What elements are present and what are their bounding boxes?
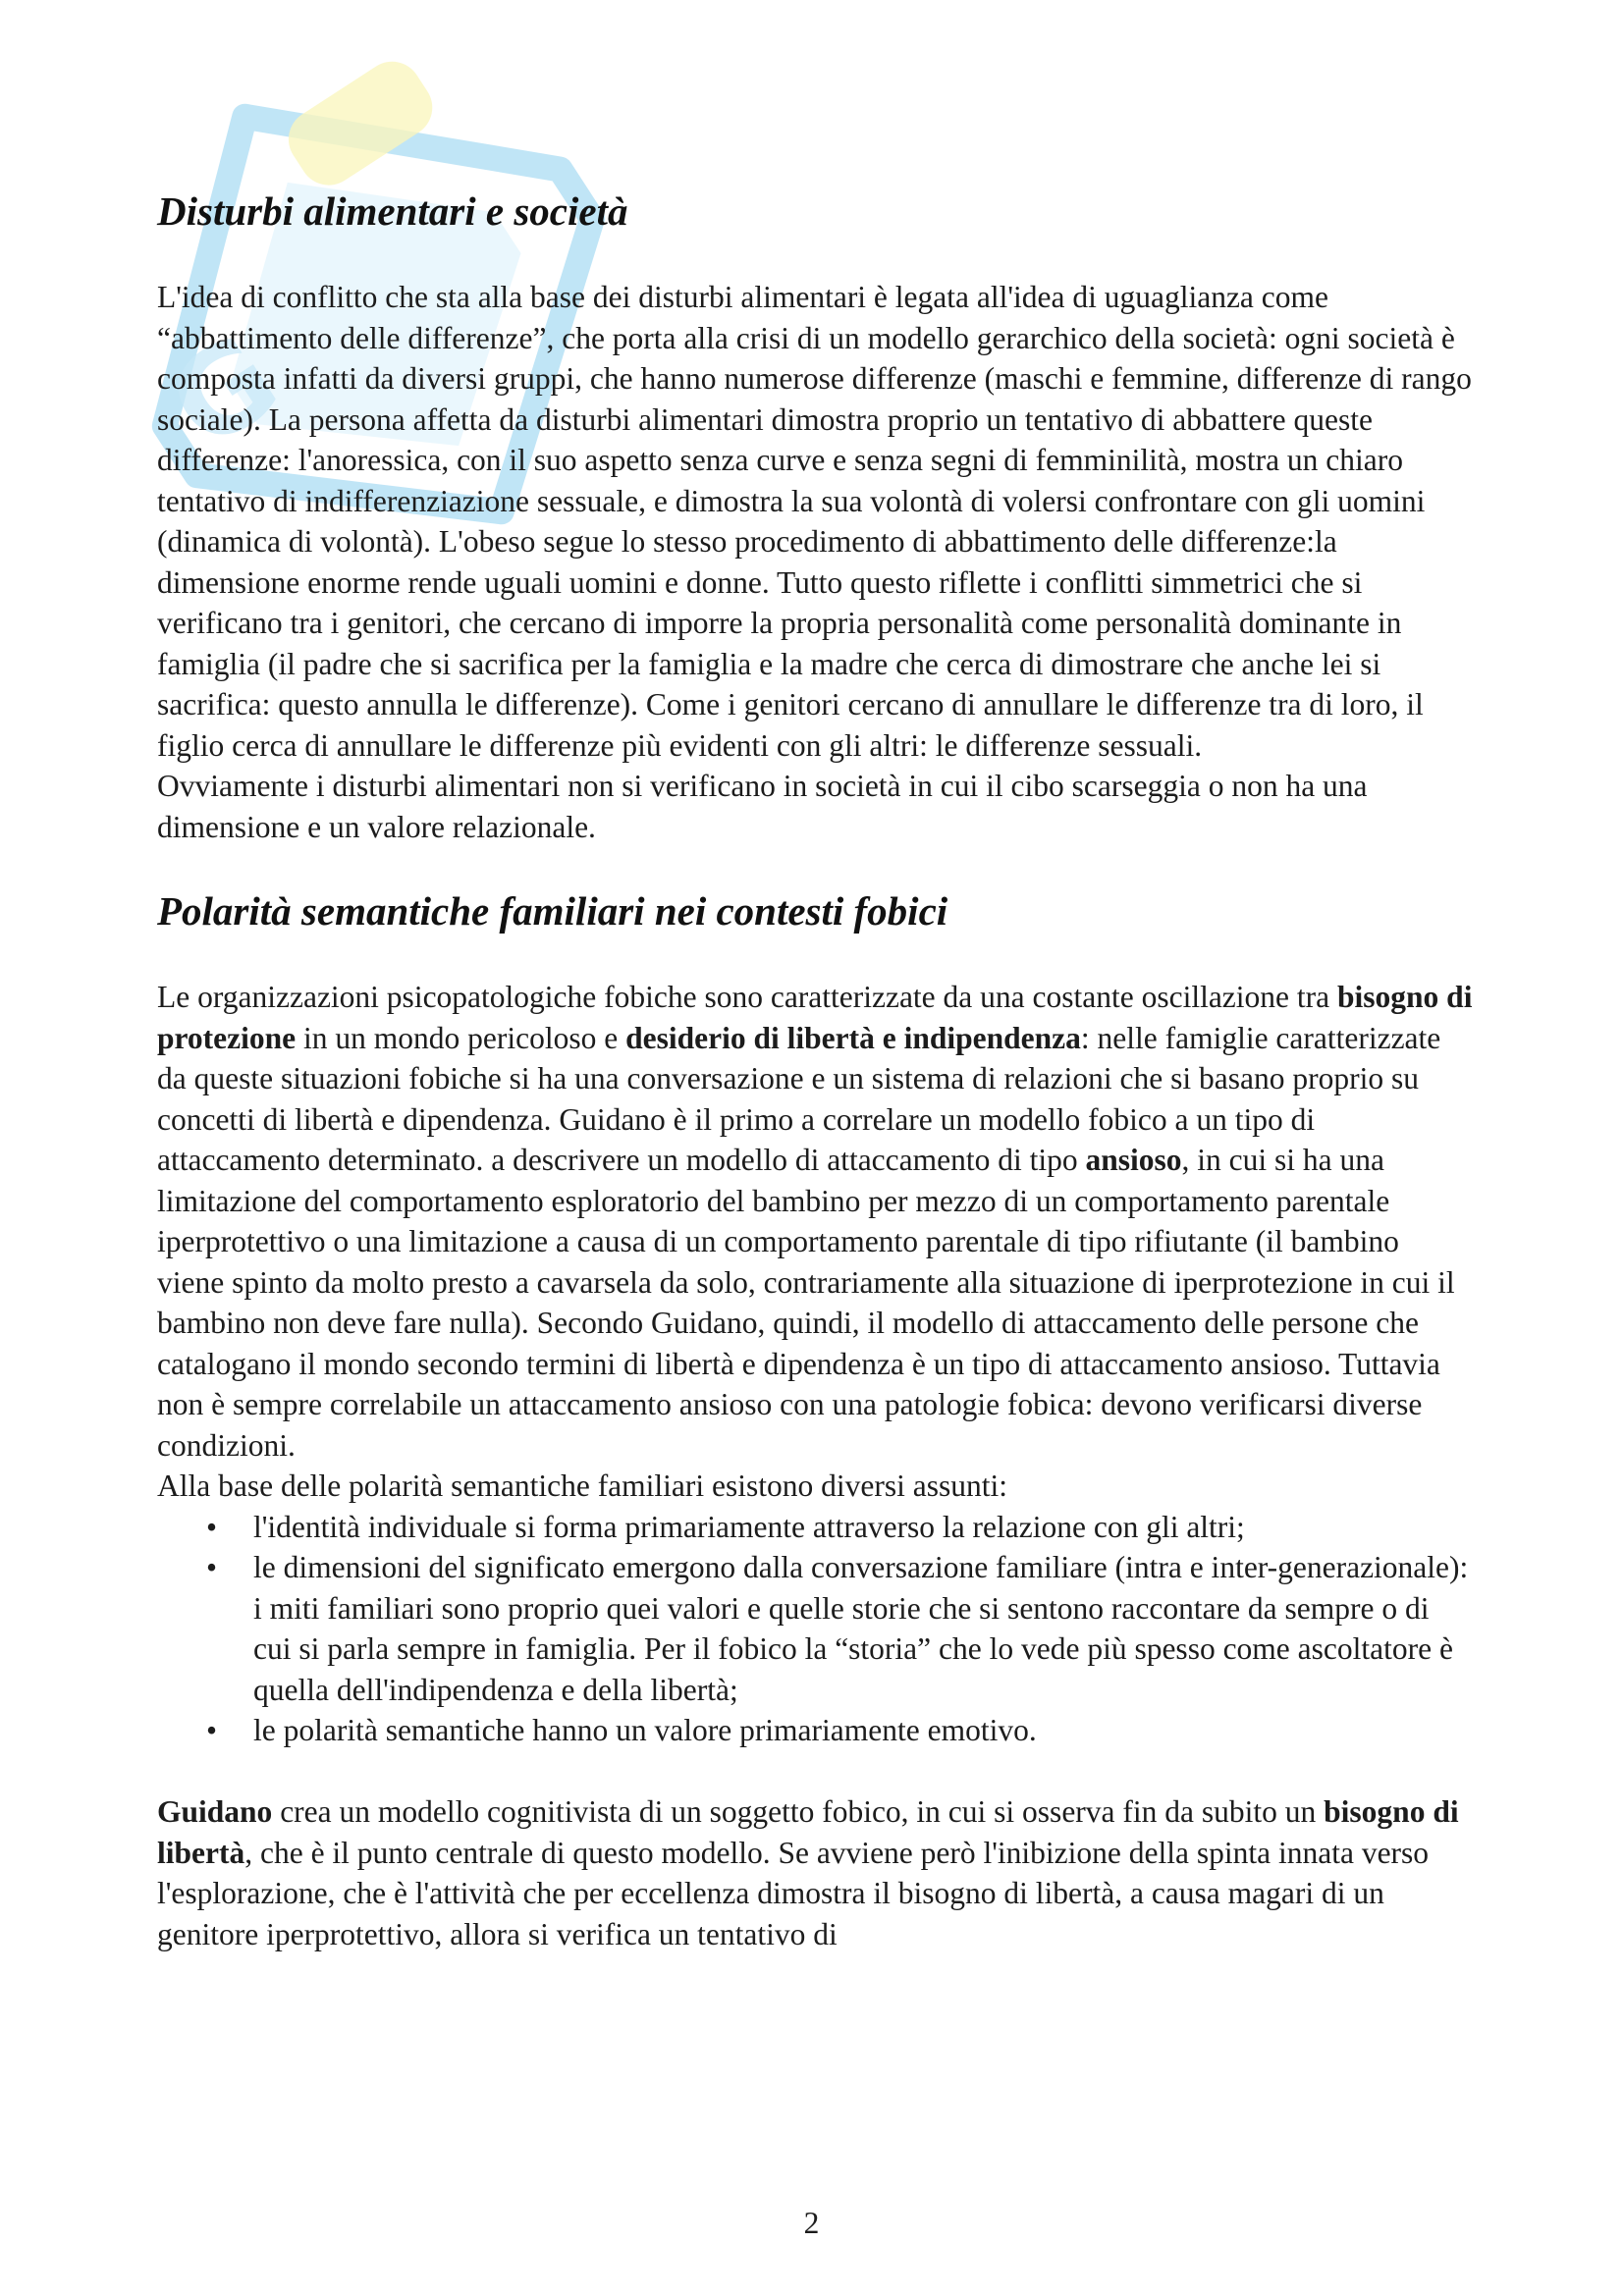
page-number: 2 [803,2206,820,2240]
text-run: crea un modello cognitivista di un soggetto fobico, in cui si osserva fin da subito un [272,1794,1325,1829]
paragraph-polarita-3 [157,1791,1473,1954]
paragraph-polarita-2: Alla base delle polarità semantiche familiari esistono diversi assunti: [157,1468,1008,1503]
text-run: Le organizzazioni psicopatologiche fobiche sono caratterizzate da una costante oscillazione tra [157,980,1337,1014]
paragraph-spacer [157,1751,1473,1792]
bold-term: bisogno di libertà [157,1794,1459,1870]
document-page [157,187,1473,1954]
assumptions-list [157,1507,1473,1751]
text-run: in un mondo pericoloso e [296,1020,626,1055]
svg-text:G: G [146,308,302,477]
paragraph-disturbi-1: L'idea di conflitto che sta alla base dei disturbi alimentari è legata all'idea di uguaglianza come “abbattimento delle differenze”, che porta alla crisi di un modello gerarchico della società: ogni società è composta infatti da diversi gruppi, che hanno numerose differenze (maschi e femmine, differenze di rango sociale). La persona affetta da disturbi alimentari dimostra proprio un tentativo di abbattere queste differenze: l'anoressica, con il suo aspetto senza curve e senza segni di femminilità, mostra un chiaro tentativo di indifferenziazione sessuale, e dimostra la sua volontà di volersi confrontare con gli uomini (dinamica di volontà). L'obeso segue lo stesso procedimento di abbattimento delle differenze:la dimensione enorme rende uguali uomini e donne. Tutto questo riflette i conflitti simmetrici che si verificano tra i genitori, che cercano di imporre la propria personalità come personalità dominante in famiglia (il padre che si sacrifica per la famiglia e la madre che cerca di dimostrare che anche lei si sacrifica: questo annulla le differenze). Come i genitori cercano di annullare le differenze tra di loro, il figlio cerca di annullare le differenze più evidenti con gli altri: le differenze sessuali. [157,280,1472,763]
text-run: , in cui si ha una limitazione del comportamento esploratorio del bambino per mezzo di un comportamento parentale iperprotettivo o una limitazione a causa di un comportamento parentale di tipo rifiutante (il bambino viene spinto da molto presto a cavarsela da solo, contrariamente alla situazione di iperprotezione in cui il bambino non deve fare nulla). Secondo Guidano, quindi, il modello di attaccamento delle persone che catalogano il mondo secondo termini di libertà e dipendenza è un tipo di attaccamento ansioso. Tuttavia non è sempre correlabile un attaccamento ansioso con una patologie fobica: devono verificarsi diverse condizioni. [157,1143,1455,1463]
list-item: • l'identità individuale si forma primariamente attraverso la relazione con gli altri; [253,1507,1473,1548]
section-title-polarita: Polarità semantiche familiari nei contesti fobici [157,888,948,934]
bold-term: bisogno di protezione [157,980,1473,1055]
text-run: , che è il punto centrale di questo modello. Se avviene però l'inibizione della spinta innata verso l'esplorazione, che è l'attività che per eccellenza dimostra il bisogno di libertà, a causa magari di un genitore iperprotettivo, allora si verifica un tentativo di [157,1835,1430,1951]
section-title-disturbi: Disturbi alimentari e società [157,188,628,234]
text-run: : nelle famiglie caratterizzate da queste situazioni fobiche si ha una conversazione e un sistema di relazioni che si basano proprio su concetti di libertà e dipendenza. Guidano è il primo a correlare un modello fobico a un tipo di attaccamento determinato. a descrivere un modello di attaccamento di tipo [157,1020,1441,1177]
list-item: • le dimensioni del significato emergono dalla conversazione familiare (intra e inter-generazionale): i miti familiari sono proprio quei valori e quelle storie che si sentono raccontare da sempre o di cui si parla sempre in famiglia. Per il fobico la “storia” che lo vede più spesso come ascoltatore è quella dell'indipendenza e della libertà; [253,1547,1473,1710]
bold-term: ansioso [1085,1143,1182,1177]
paragraph-disturbi-2: Ovviamente i disturbi alimentari non si verificano in società in cui il cibo scarseggia o non ha una dimensione e un valore relazionale. [157,769,1368,844]
paragraph-polarita-1 [157,977,1473,1466]
bold-term: Guidano [157,1794,273,1829]
bold-term: desiderio di libertà e indipendenza [625,1020,1081,1055]
list-item: • le polarità semantiche hanno un valore primariamente emotivo. [253,1710,1473,1751]
